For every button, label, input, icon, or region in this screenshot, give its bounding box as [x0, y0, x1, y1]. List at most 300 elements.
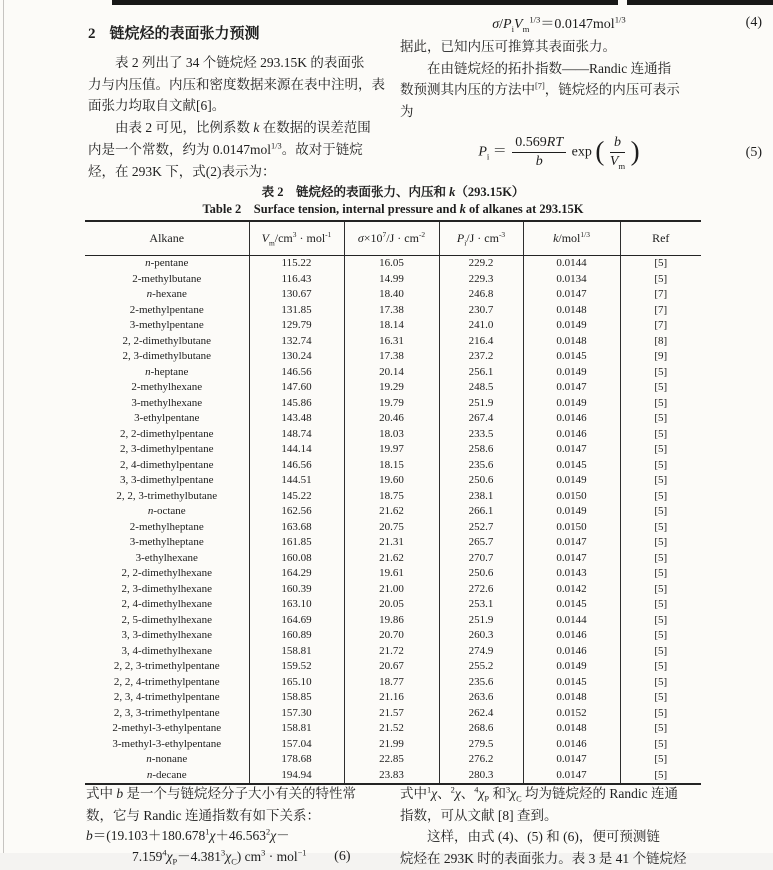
cell-ref: [5] [654, 691, 668, 703]
cell-sigma: 18.14 [344, 318, 439, 334]
text-run: χ [225, 848, 232, 864]
cell-sigma: 21.62 [344, 551, 439, 567]
text-run: [7] [535, 81, 545, 91]
text-run: n [147, 505, 154, 517]
cell-k: 0.0147 [523, 380, 620, 396]
cell-pi: 251.9 [439, 613, 523, 629]
text-run: 3 [292, 230, 297, 239]
text-run: 由表 2 可见，比例系数 [115, 120, 254, 136]
cell-sigma: 20.05 [344, 597, 439, 613]
cell-pi: 253.1 [439, 597, 523, 613]
cell-k: 0.0149 [523, 396, 620, 412]
table-row [85, 380, 701, 396]
text-run: m [268, 238, 275, 248]
cell-vm: 164.69 [249, 613, 344, 629]
text-run: χ [431, 786, 438, 801]
text-run: m [522, 23, 530, 34]
scan-artifact-bar-left [112, 0, 618, 5]
cell-pi: 268.6 [439, 721, 523, 737]
paragraph-line [88, 117, 388, 139]
cell-k: 0.0147 [523, 287, 620, 303]
header-ref: Ref [620, 221, 701, 256]
cell-ref: [5] [654, 381, 668, 393]
cell-pi: 241.0 [439, 318, 523, 334]
cell-vm: 143.48 [249, 411, 344, 427]
text-run: m [618, 161, 626, 172]
text-run: b [116, 786, 124, 801]
cell-sigma: 17.38 [344, 349, 439, 365]
cell-vm: 158.81 [249, 721, 344, 737]
cell-k: 0.0146 [523, 644, 620, 660]
right-column-top [400, 10, 762, 176]
cell-alkane: n-decane [85, 768, 249, 785]
table-row [85, 303, 701, 319]
paragraph-line: 在由链烷烃的拓扑指数——Randic 连通指 [427, 60, 672, 76]
cell-ref: [5] [654, 753, 668, 765]
text-run: k [253, 120, 260, 136]
text-run: b [614, 135, 622, 151]
text-run: ，链烷烃的内压可表示 [544, 82, 680, 98]
cell-k: 0.0150 [523, 489, 620, 505]
text-run: 。故对于链烷 [281, 141, 363, 157]
table-row [85, 396, 701, 412]
paragraph-line: 力与内压值。内压和密度数据来源在表中注明，表 [88, 76, 385, 92]
cell-k: 0.0145 [523, 458, 620, 474]
cell-alkane: 2, 3-dimethylpentane [85, 442, 249, 458]
cell-ref: [5] [654, 706, 668, 719]
cell-ref: [5] [654, 551, 668, 564]
table-row [85, 768, 701, 785]
cell-k: 0.0147 [523, 752, 620, 768]
cell-k: 0.0148 [523, 303, 620, 319]
cell-vm: 115.22 [249, 256, 344, 272]
text-run: 式中 [86, 786, 117, 801]
equation-5-body [400, 135, 718, 170]
cell-vm: 145.22 [249, 489, 344, 505]
table-row [85, 504, 701, 520]
table-row [85, 535, 701, 551]
cell-ref: [5] [654, 272, 668, 285]
cell-vm: 158.85 [249, 690, 344, 706]
cell-pi: 246.8 [439, 287, 523, 303]
cell-vm: 157.30 [249, 706, 344, 722]
table-row [85, 334, 701, 350]
cell-pi: 267.4 [439, 411, 523, 427]
cell-pi: 258.6 [439, 442, 523, 458]
equation-5-number: (5) [745, 144, 762, 160]
table-row [85, 272, 701, 288]
text-run: 、 [437, 786, 451, 801]
cell-k: 0.0150 [523, 520, 620, 536]
cell-vm: 158.81 [249, 644, 344, 660]
cell-sigma: 18.15 [344, 458, 439, 474]
section-heading [88, 22, 388, 43]
table-row [85, 365, 701, 381]
cell-ref: [5] [654, 505, 668, 517]
text-run: b [86, 828, 93, 844]
equation-6-line2 [86, 847, 388, 868]
cell-ref: [5] [654, 396, 668, 409]
text-run: RT [546, 135, 564, 151]
text-run: σ [492, 17, 500, 32]
cell-k: 0.0143 [523, 566, 620, 582]
text-run: 1/3 [529, 14, 541, 25]
equation-6-number: (6) [334, 849, 351, 865]
text-run: V [609, 154, 619, 170]
cell-ref: [5] [654, 443, 668, 455]
cell-pi: 280.3 [439, 768, 523, 785]
text-run: · mol [265, 848, 298, 864]
cell-alkane: 2, 4-dimethylhexane [85, 597, 249, 613]
cell-sigma: 21.99 [344, 737, 439, 753]
left-column-top [88, 22, 388, 182]
text-run: 2 [450, 785, 455, 795]
text-run: k [553, 231, 559, 245]
text-run: 1/3 [614, 14, 626, 25]
cell-k: 0.0142 [523, 582, 620, 598]
left-paren: ( [595, 136, 605, 167]
text-run: ＋46.563 [215, 828, 267, 844]
cell-pi: 260.3 [439, 628, 523, 644]
paragraph-line: 据此，已知内压可推算其表面张力。 [400, 39, 616, 54]
header-k [523, 221, 620, 256]
cell-k: 0.0146 [523, 427, 620, 443]
cell-ref: [5] [654, 474, 668, 486]
cell-k: 0.0134 [523, 272, 620, 288]
cell-vm: 145.86 [249, 396, 344, 412]
cell-pi: 229.3 [439, 272, 523, 288]
text-run: /cm [274, 231, 293, 245]
cell-ref: [7] [654, 288, 668, 300]
paragraph-line: 指数，可从文献 [8] 查到。 [400, 807, 558, 823]
cell-pi: 238.1 [439, 489, 523, 505]
text-run: χ [478, 786, 485, 801]
cell-ref: [5] [654, 737, 668, 750]
paragraph-line: 数，它与 Randic 连通指数有如下关系： [86, 807, 320, 823]
text-run: 1/3 [271, 141, 282, 151]
cell-alkane: 2, 4-dimethylpentane [85, 458, 249, 474]
cell-alkane: 2, 3-dimethylhexane [85, 582, 249, 598]
header-internal-pressure [439, 221, 523, 256]
cell-vm: 163.10 [249, 597, 344, 613]
section-title: 链烷烃的表面张力预测 [109, 26, 260, 42]
cell-k: 0.0148 [523, 334, 620, 350]
text-run: -1 [325, 230, 332, 239]
text-run: 表 2 链烷烃的表面张力、内压和 [261, 185, 450, 199]
cell-sigma: 19.79 [344, 396, 439, 412]
cell-sigma: 23.83 [344, 768, 439, 785]
cell-vm: 130.24 [249, 349, 344, 365]
paragraph-line [86, 783, 388, 805]
cell-vm: 163.68 [249, 520, 344, 536]
cell-vm: 147.60 [249, 380, 344, 396]
text-run: 、 [460, 786, 475, 801]
text-run: i [511, 23, 514, 34]
table-row [85, 613, 701, 629]
cell-k: 0.0149 [523, 473, 620, 489]
cell-sigma: 21.52 [344, 721, 439, 737]
table-row [85, 427, 701, 443]
text-run: C [231, 857, 237, 867]
cell-alkane: 3, 3-dimethylpentane [85, 473, 249, 489]
table-row [85, 551, 701, 567]
cell-alkane: 2, 2, 3-trimethylbutane [85, 489, 249, 505]
cell-vm: 132.74 [249, 334, 344, 350]
cell-alkane: 2-methylhexane [85, 380, 249, 396]
cell-ref: [5] [654, 644, 668, 657]
table-row [85, 349, 701, 365]
cell-ref: [5] [654, 536, 668, 548]
text-run: － [276, 828, 290, 844]
text-run: －4.381 [177, 848, 222, 864]
cell-sigma: 20.70 [344, 628, 439, 644]
table-body [85, 256, 701, 785]
cell-sigma: 20.46 [344, 411, 439, 427]
text-run: P [172, 857, 178, 867]
cell-pi: 229.2 [439, 256, 523, 272]
cell-sigma: 21.31 [344, 535, 439, 551]
cell-pi: 230.7 [439, 303, 523, 319]
cell-vm: 162.56 [249, 504, 344, 520]
text-run: Table 2 Surface tension, internal pressure and [202, 202, 460, 216]
cell-k: 0.0145 [523, 349, 620, 365]
cell-pi: 256.1 [439, 365, 523, 381]
symbol-P: P [478, 145, 487, 161]
cell-pi: 252.7 [439, 520, 523, 536]
text-run: 和 [489, 786, 506, 801]
cell-sigma: 18.75 [344, 489, 439, 505]
cell-alkane: 2, 2-dimethylbutane [85, 334, 249, 350]
fraction [610, 135, 625, 170]
cell-alkane: 2, 3, 3-trimethylpentane [85, 706, 249, 722]
cell-ref: [7] [654, 319, 668, 331]
equation-6-line1 [86, 826, 388, 847]
cell-vm: 161.85 [249, 535, 344, 551]
cell-alkane: 2, 2-dimethylhexane [85, 566, 249, 582]
cell-pi: 266.1 [439, 504, 523, 520]
cell-vm: 159.52 [249, 659, 344, 675]
cell-vm: 157.04 [249, 737, 344, 753]
text-run: 4 [474, 785, 479, 795]
text-run: −1 [297, 848, 307, 858]
cell-k: 0.0149 [523, 504, 620, 520]
cell-k: 0.0148 [523, 721, 620, 737]
text-run: 在数据的误差范围 [259, 120, 371, 136]
cell-sigma: 16.05 [344, 256, 439, 272]
text-run: 0.569 [515, 135, 547, 151]
cell-pi: 263.6 [439, 690, 523, 706]
alkane-table [85, 220, 701, 785]
cell-sigma: 16.31 [344, 334, 439, 350]
cell-sigma: 21.00 [344, 582, 439, 598]
table-row [85, 628, 701, 644]
text-run: 4 [162, 848, 167, 858]
cell-vm: 160.89 [249, 628, 344, 644]
cell-alkane: 2-methylheptane [85, 520, 249, 536]
cell-k: 0.0147 [523, 535, 620, 551]
right-paren: ) [630, 136, 640, 167]
cell-sigma: 21.62 [344, 504, 439, 520]
paragraph-line [88, 139, 388, 161]
cell-ref: [5] [654, 567, 668, 579]
text-run: P [503, 17, 512, 32]
table-row [85, 721, 701, 737]
cell-ref: [5] [654, 458, 668, 471]
cell-vm: 164.29 [249, 566, 344, 582]
table-row [85, 737, 701, 753]
cell-vm: 160.08 [249, 551, 344, 567]
table-row [85, 318, 701, 334]
equation-4-body [400, 13, 718, 33]
cell-pi: 262.4 [439, 706, 523, 722]
exp-operator: exp [571, 145, 592, 161]
fraction-denominator [610, 153, 625, 170]
cell-k: 0.0144 [523, 256, 620, 272]
equation-6-line2-body [86, 847, 306, 868]
table-row [85, 473, 701, 489]
cell-alkane: 2, 3, 4-trimethylpentane [85, 690, 249, 706]
cell-vm: 165.10 [249, 675, 344, 691]
table-row [85, 520, 701, 536]
cell-ref: [5] [654, 722, 668, 734]
header-surface-tension [344, 221, 439, 256]
cell-alkane: 2-methylpentane [85, 303, 249, 319]
cell-alkane: 3-methylpentane [85, 318, 249, 334]
section-number: 2 [88, 26, 96, 42]
cell-pi: 216.4 [439, 334, 523, 350]
text-run: n [146, 288, 153, 300]
cell-pi: 276.2 [439, 752, 523, 768]
text-run: /mol [558, 231, 581, 245]
text-run: 3 [261, 848, 266, 858]
cell-ref: [5] [654, 412, 668, 424]
cell-sigma: 20.67 [344, 659, 439, 675]
cell-alkane: n-nonane [85, 752, 249, 768]
paragraph-line [400, 783, 764, 805]
cell-alkane: 3, 3-dimethylhexane [85, 628, 249, 644]
cell-alkane: n-heptane [85, 365, 249, 381]
table-row [85, 706, 701, 722]
cell-ref: [5] [654, 520, 668, 533]
text-run: n [146, 753, 152, 765]
cell-alkane: 3-ethylpentane [85, 411, 249, 427]
text-run: C [516, 794, 522, 804]
cell-k: 0.0147 [523, 768, 620, 785]
text-run: 1 [205, 827, 210, 837]
cell-k: 0.0149 [523, 365, 620, 381]
cell-ref: [5] [654, 613, 668, 626]
text-run: ) cm [236, 848, 262, 864]
right-column-bottom [400, 783, 764, 870]
text-run: 内是一个常数，约为 0.0147mol [88, 141, 272, 157]
cell-pi: 235.6 [439, 458, 523, 474]
cell-ref: [5] [654, 489, 668, 502]
cell-ref: [5] [654, 582, 668, 595]
cell-alkane: 2, 3-dimethylbutane [85, 349, 249, 365]
text-run: 数预测其内压的方法中 [400, 82, 535, 98]
text-run: /J · cm [466, 231, 499, 245]
text-run: 3 [221, 848, 226, 858]
cell-pi: 250.6 [439, 473, 523, 489]
text-run: 均为链烷烃的 Randic 连通 [521, 786, 679, 801]
text-run: χ [166, 848, 173, 864]
cell-alkane: 3-ethylhexane [85, 551, 249, 567]
cell-pi: 250.6 [439, 566, 523, 582]
cell-k: 0.0145 [523, 675, 620, 691]
text-run: b [535, 154, 543, 170]
cell-ref: [7] [654, 303, 668, 316]
cell-sigma: 18.03 [344, 427, 439, 443]
cell-alkane: n-hexane [85, 287, 249, 303]
text-run: k [449, 185, 456, 199]
table-row [85, 287, 701, 303]
cell-pi: 248.5 [439, 380, 523, 396]
table-row [85, 659, 701, 675]
cell-k: 0.0147 [523, 442, 620, 458]
cell-pi: 235.6 [439, 675, 523, 691]
cell-alkane: 3-methylhexane [85, 396, 249, 412]
text-run: χ [270, 828, 277, 844]
text-run: 3 [505, 785, 511, 795]
cell-pi: 233.5 [439, 427, 523, 443]
cell-sigma: 20.75 [344, 520, 439, 536]
cell-alkane: 2-methylbutane [85, 272, 249, 288]
left-column-bottom [86, 783, 388, 867]
cell-ref: [5] [654, 598, 668, 610]
cell-alkane: n-pentane [85, 256, 249, 272]
cell-vm: 194.94 [249, 768, 344, 785]
table-row [85, 566, 701, 582]
cell-vm: 144.14 [249, 442, 344, 458]
cell-vm: 131.85 [249, 303, 344, 319]
text-run: k [459, 202, 466, 216]
paragraph-line: 为 [400, 104, 414, 120]
cell-vm: 116.43 [249, 272, 344, 288]
text-run: ＝(19.103＋180.678 [92, 828, 206, 844]
cell-ref: [5] [654, 257, 668, 269]
text-run: χ [209, 828, 216, 844]
table-row [85, 489, 701, 505]
text-run: V [514, 17, 523, 32]
cell-k: 0.0146 [523, 628, 620, 644]
text-run: n [145, 365, 151, 378]
cell-k: 0.0144 [523, 613, 620, 629]
text-run: ＝0.0147mol [540, 17, 615, 32]
table-row [85, 411, 701, 427]
text-run: χ [510, 786, 517, 801]
cell-ref: [5] [620, 768, 701, 785]
cell-sigma: 19.29 [344, 380, 439, 396]
paragraph-line [400, 79, 762, 101]
cell-ref: [5] [654, 675, 668, 688]
cell-sigma: 21.72 [344, 644, 439, 660]
subscript-i: i [486, 151, 490, 162]
cell-k: 0.0146 [523, 737, 620, 753]
cell-sigma: 18.77 [344, 675, 439, 691]
cell-vm: 146.56 [249, 458, 344, 474]
table-row [85, 675, 701, 691]
fraction-numerator [512, 135, 566, 153]
text-run: ×10 [363, 231, 383, 245]
cell-sigma: 19.60 [344, 473, 439, 489]
cell-pi: 251.9 [439, 396, 523, 412]
text-run: P [456, 231, 465, 245]
text-run: · mol [296, 231, 326, 245]
table-row [85, 644, 701, 660]
text-run: of alkanes at 293.15K [465, 202, 584, 216]
cell-sigma: 17.38 [344, 303, 439, 319]
cell-pi: 272.6 [439, 582, 523, 598]
